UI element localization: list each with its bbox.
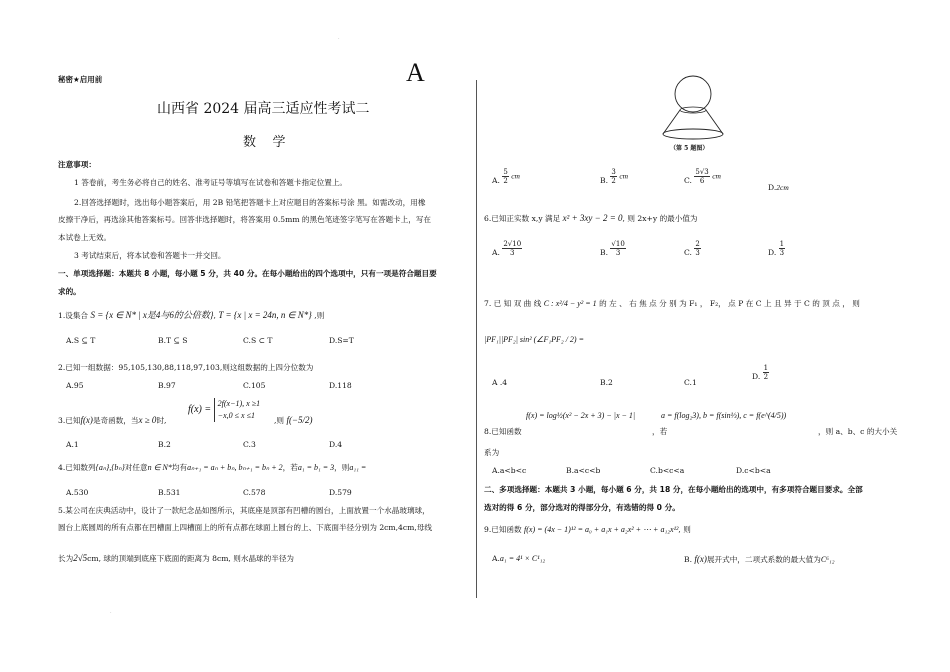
q7-option-c[interactable]: C.1	[684, 378, 697, 387]
q4-option-a[interactable]: A.530	[66, 488, 89, 497]
q4-stem: 4.已知数列{aₙ},{bₙ}对任意n ∈ N*均有aₙ₊₁ = aₙ + bₙ, bₙ₊₁ = bₙ + 2，若a₁ = b₁ = 3，则a₁₁ =	[58, 463, 367, 472]
q5-figure	[655, 72, 735, 144]
q1-set-t: T = {x | x = 24n, n ∈ N*}	[218, 310, 312, 320]
section1-heading-cont: 求的。	[58, 287, 81, 296]
section1-heading: 一、单项选择题：本题共 8 小题，每小题 5 分，共 40 分。在每小题给出的四个选项中，只有一项是符合题目要	[58, 269, 437, 278]
q5-option-b[interactable]: B. $\frac{3}{2}$ cm	[600, 168, 629, 185]
q9-stem: 9.已知函数 f(x) = (4x − 1)¹² = a₀ + a₁x + a₂x² + ⋯ + a₁₂x¹², 则	[484, 525, 691, 534]
q5-stem-line1: 5.某公司在庆典活动中，设计了一款纪念品如图所示，其底座是顶部有凹槽的圆台，上面放置一个水晶玻璃球，	[58, 506, 430, 515]
q4-option-d[interactable]: D.579	[329, 488, 352, 497]
q3-stem: 3.已知f(x)是奇函数，当x ≥ 0时,	[58, 415, 167, 425]
q6-option-b[interactable]: B. $\frac{√10}{3}$	[600, 240, 625, 257]
q9-option-b[interactable]: B. f(x)展开式中，二项式系数的最大值为C⁶₁₂	[684, 554, 835, 564]
q3-option-b[interactable]: B.2	[158, 440, 171, 449]
version-mark: A	[406, 58, 425, 87]
q8-option-a[interactable]: A.a<b<c	[492, 466, 527, 475]
q4-option-b[interactable]: B.531	[158, 488, 181, 497]
q5-figure-caption: （第 5 题图）	[670, 145, 709, 152]
q7-option-d[interactable]: D. $\frac{1}{2}$	[752, 364, 769, 381]
q1-option-c[interactable]: C.S ⊂ T	[243, 336, 273, 345]
q3-option-d[interactable]: D.4	[329, 440, 343, 449]
q4-option-c[interactable]: C.578	[243, 488, 266, 497]
q5-stem-line2: 圆台上底圆周的所有点都在凹槽面上四槽面上的所有点都在球面上圆台的上、下底面半径分别为 2cm,4cm,母线	[58, 523, 432, 532]
q1-option-a[interactable]: A.S ⊆ T	[66, 336, 96, 345]
subject-title: 数 学	[243, 135, 286, 150]
page-dot: ·	[110, 610, 112, 616]
section2-heading-cont: 选对的得 6 分，部分选对的得部分分，有选错的得 0 分。	[484, 503, 680, 512]
q8-option-d[interactable]: D.c<b<a	[736, 466, 771, 475]
q8-suffix: ，则 a、b、c 的大小关	[818, 427, 898, 436]
q1-option-d[interactable]: D.S=T	[329, 336, 354, 345]
q7-option-b[interactable]: B.2	[600, 378, 613, 387]
q2-stem: 2.已知一组数据：95,105,130,88,118,97,103,则这组数据的上四分位数为	[58, 363, 314, 372]
q7-expression: |PF₁||PF₂| sin² (∠F₁PF₂ / 2) =	[484, 335, 584, 344]
q6-stem: 6.已知正实数 x,y 满足 x² + 3xy − 2 = 0, 则 2x+y 的最小值为	[484, 213, 698, 223]
page-dot-top: ·	[338, 36, 340, 42]
q5-stem-line3: 长为2√5cm, 球的顶端到底座下底面的距离为 8cm, 则水晶球的半径为	[58, 553, 295, 563]
q1-stem: 1.设集合 S = {x ∈ N* | x是4与6的公倍数}, T = {x | x = 24n, n ∈ N*} ,则	[58, 310, 325, 320]
q3-option-a[interactable]: A.1	[66, 440, 79, 449]
note-item-2: 2.回答选择题时，选出每小题答案后，用 2B 铅笔把答题卡上对应题目的答案标号涂 黑。如需改动，用橡	[74, 198, 426, 207]
section2-heading: 二、多项选择题：本题共 3 小题，每小题 6 分，共 18 分，在每小题给出的选项中，有多项符合题目要求。全部	[484, 485, 863, 494]
q8-mid: ，若	[652, 427, 668, 436]
q3-piecewise: f(x) = 2f(x−1), x ≥1 −x,0 ≤ x ≤1	[188, 399, 261, 420]
q7-stem: 7. 已 知 双 曲 线 C : x²/4 − y² = 1 的 左 、 右 焦 点 分 别 为 F₁ ， F₂， 点 P 在 C 上 且 异 于 C 的 顶 点 ， 则	[484, 299, 860, 308]
q8-option-c[interactable]: C.b<c<a	[650, 466, 685, 475]
q1-set-s: S = {x ∈ N* | x是4与6的公倍数}	[90, 310, 214, 320]
notes-heading: 注意事项：	[58, 160, 96, 169]
q3-ask: ,则 f(−5/2)	[274, 415, 313, 425]
q8-function: f(x) = log½(x² − 2x + 3) − |x − 1|	[526, 411, 636, 420]
q5-option-c[interactable]: C. $\frac{5√3}{6}$ cm	[684, 168, 721, 185]
exam-title: 山西省 2024 届高三适应性考试二	[157, 101, 370, 117]
q2-option-b[interactable]: B.97	[158, 381, 176, 390]
q6-option-c[interactable]: C. $\frac{2}{3}$	[684, 240, 700, 257]
q2-option-d[interactable]: D.118	[329, 381, 352, 390]
column-divider	[476, 80, 477, 598]
q1-option-b[interactable]: B.T ⊆ S	[158, 336, 188, 345]
note-item-3: 3 考试结束后，将本试卷和答题卡一并交回。	[74, 251, 226, 260]
q7-option-a[interactable]: A .4	[492, 378, 508, 387]
secret-label: 秘密★启用前	[58, 75, 103, 84]
q9-option-a[interactable]: A.a₁ = 4¹ × C¹₁₂	[492, 554, 546, 563]
q5-option-a[interactable]: A. $\frac{5}{2}$ cm	[492, 168, 520, 185]
q6-option-d[interactable]: D. $\frac{1}{3}$	[768, 240, 785, 257]
q6-option-a[interactable]: A. $\frac{2√10}{3}$	[492, 240, 522, 257]
note-item-2-cont: 皮擦干净后，再选涂其他答案标号。回答非选择题时，将答案用 0.5mm 的黑色笔迹签字笔写在答题卡上，写在	[58, 215, 432, 224]
q8-abc: a = f(log₂3), b = f(sin⅓), c = f(e^(4/5))	[661, 411, 787, 420]
q3-option-c[interactable]: C.3	[243, 440, 256, 449]
q8-option-b[interactable]: B.a<c<b	[566, 466, 601, 475]
q8-prefix: 8.已知函数	[484, 427, 522, 436]
q2-option-c[interactable]: C.105	[243, 381, 266, 390]
q8-stem-cont: 系为	[484, 448, 500, 457]
note-item-1: 1 答卷前，考生务必将自己的姓名、准考证号等填写在试卷和答题卡指定位置上。	[74, 178, 348, 187]
q2-option-a[interactable]: A.95	[66, 381, 84, 390]
q5-option-d[interactable]: D.2cm	[768, 183, 789, 192]
note-item-2-end: 本试卷上无效。	[58, 233, 112, 242]
